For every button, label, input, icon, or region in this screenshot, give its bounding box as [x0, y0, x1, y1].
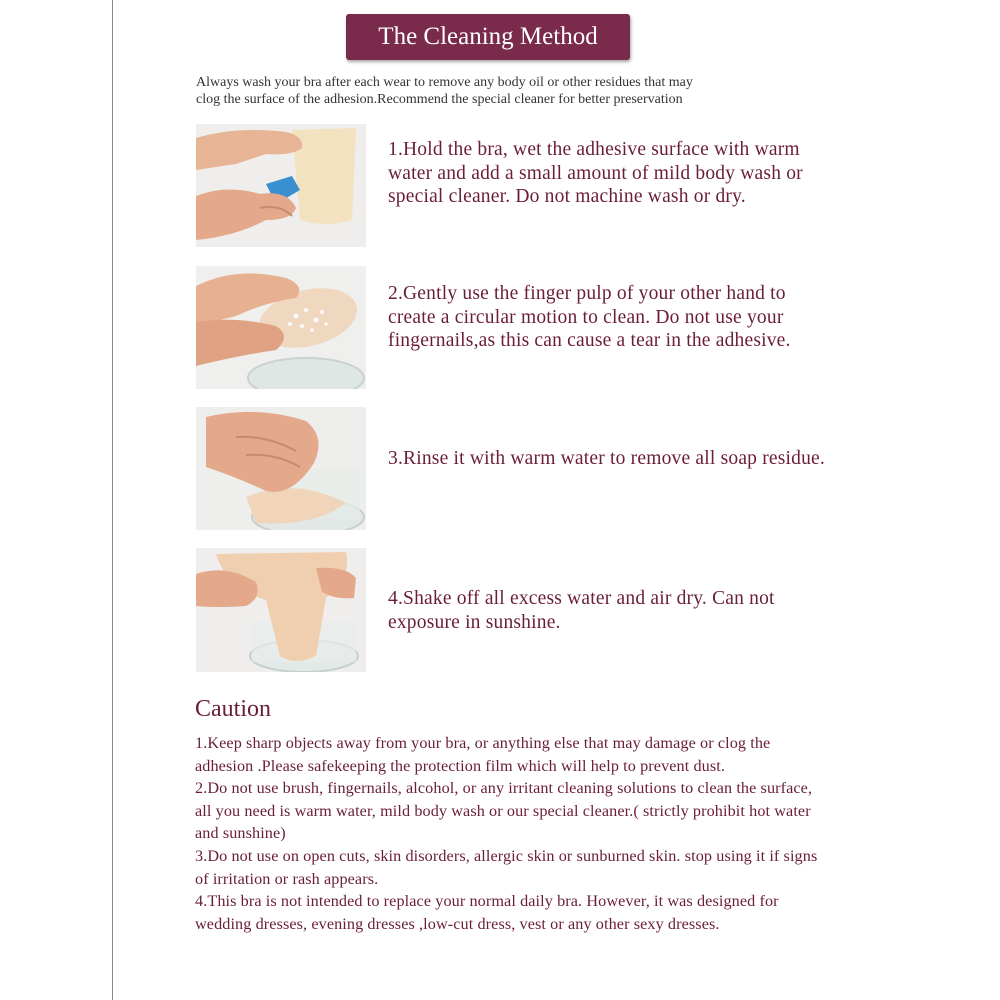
caution-item-4: 4.This bra is not intended to replace your normal daily bra. However, it was designed for wedding dresses, evening dresses ,low-cut dress, vest or any other sexy dresses.: [195, 892, 779, 933]
caution-item-1: 1.Keep sharp objects away from your bra, or anything else that may damage or clog the adhesion .Please safekeeping the protection film which will help to prevent dust.: [195, 734, 771, 775]
caution-list: [195, 732, 825, 935]
step-3-illustration: [196, 407, 366, 530]
step-2-illustration: [196, 266, 366, 389]
caution-item-2: 2.Do not use brush, fingernails, alcohol, or any irritant cleaning solutions to clean the surface, all you need is warm water, mild body wash or our special cleaner.( strictly prohibit hot water and sunshine): [195, 779, 813, 843]
caution-item-3: 3.Do not use on open cuts, skin disorders, allergic skin or sunburned skin. stop using it if signs of irritation or rash appears.: [195, 846, 818, 888]
step-2-photo: [196, 266, 366, 389]
step-2-text: 2.Gently use the finger pulp of your other hand to create a circular motion to clean. Do not use your fingernails,as this can cause a tear in the adhesive.: [388, 283, 791, 351]
step-4-photo: [196, 548, 366, 672]
intro-line-2: clog the surface of the adhesion.Recommend the special cleaner for better preservation: [196, 92, 683, 107]
intro-text: [196, 74, 836, 108]
step-3-text: 3.Rinse it with warm water to remove all soap residue.: [388, 448, 825, 469]
step-4-illustration: [196, 548, 366, 672]
caution-heading: Caution: [195, 696, 271, 722]
step-4-text: 4.Shake off all excess water and air dry. Can not exposure in sunshine.: [388, 588, 775, 633]
step-3-photo: [196, 407, 366, 530]
step-1-photo: [196, 124, 366, 247]
left-border-line: [112, 0, 113, 1000]
page-title: The Cleaning Method: [346, 14, 630, 60]
step-1-illustration: [196, 124, 366, 247]
step-1-text: 1.Hold the bra, wet the adhesive surface with warm water and add a small amount of mild body wash or special cleaner. Do not machine wash or dry.: [388, 139, 803, 207]
intro-line-1: Always wash your bra after each wear to remove any body oil or other residues that may: [196, 75, 693, 90]
